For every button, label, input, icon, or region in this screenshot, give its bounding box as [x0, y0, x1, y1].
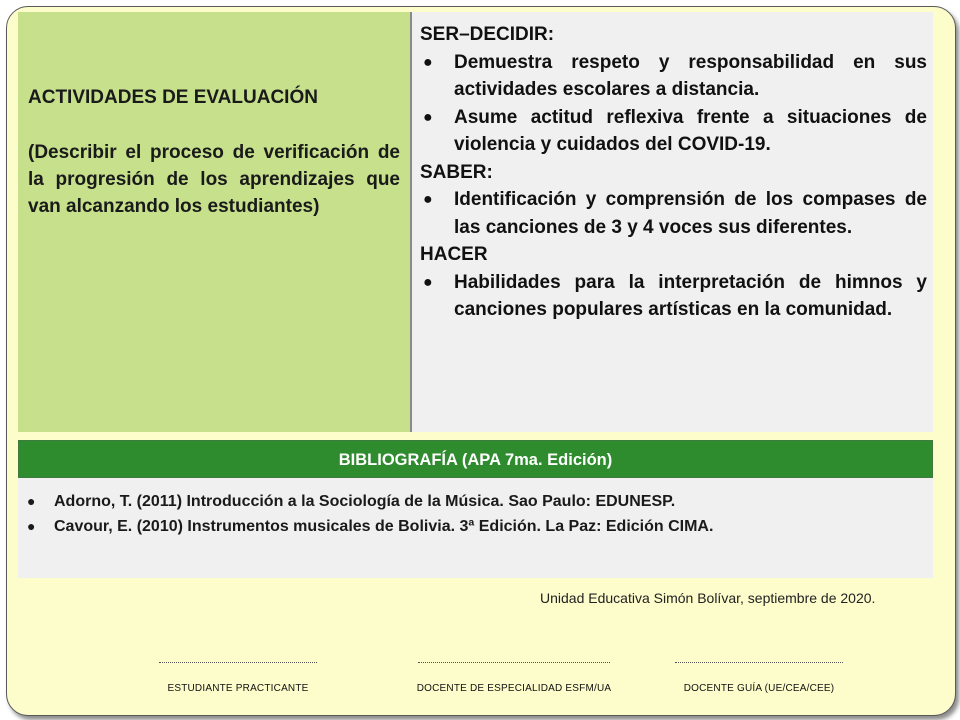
bullet-dot-icon: ● [423, 108, 433, 126]
signature-label: DOCENTE GUÍA (UE/CEA/CEE) [683, 683, 835, 694]
signature-specialty-teacher [400, 662, 628, 694]
section-title-ser-decidir: SER–DECIDIR: [420, 24, 555, 45]
criteria-item-text: Asume actitud reflexiva frente a situaciones de violencia y cuidados del COVID-19. [454, 106, 927, 155]
bibliography-entry [24, 489, 925, 514]
signature-line [418, 662, 610, 663]
signature-student [158, 662, 318, 694]
bullet-dot-icon: ● [423, 191, 433, 208]
signature-label: ESTUDIANTE PRACTICANTE [167, 683, 309, 694]
criteria-item-text: Habilidades para la interpretación de himnos y canciones populares artísticas en la comunidad. [454, 271, 927, 320]
evaluation-label-cell [18, 12, 412, 432]
footer-note: Unidad Educativa Simón Bolívar, septiembre de 2020. [540, 590, 876, 606]
bullet-dot-icon: ● [423, 53, 433, 71]
evaluation-criteria-cell [412, 12, 933, 432]
criteria-item-text: Identificación y comprensión de los compases de las canciones de 3 y 4 voces sus diferentes. [454, 189, 927, 238]
section-title-saber: SABER: [420, 161, 493, 183]
criteria-item [420, 49, 927, 104]
section-title-hacer: HACER [420, 244, 488, 265]
criteria-item [420, 186, 927, 241]
bullet-dot-icon: ● [423, 273, 433, 291]
criteria-item [420, 104, 927, 159]
criteria-item [420, 269, 927, 324]
bullet-dot-icon: ● [27, 493, 36, 509]
signature-label: DOCENTE DE ESPECIALIDAD ESFM/UA [416, 683, 612, 694]
evaluation-table [18, 12, 933, 432]
bibliography-list [18, 478, 933, 578]
signature-guide-teacher [670, 662, 848, 694]
criteria-item-text: Demuestra respeto y responsabilidad en sus actividades escolares a distancia. [454, 51, 927, 100]
bibliography-header: BIBLIOGRAFÍA (APA 7ma. Edición) [18, 440, 933, 478]
bullet-dot-icon: ● [27, 518, 36, 534]
bibliography-entry-text: Cavour, E. (2010) Instrumentos musicales de Bolivia. 3ª Edición. La Paz: Edición CIMA. [54, 518, 714, 535]
evaluation-heading: ACTIVIDADES DE EVALUACIÓN [28, 87, 318, 108]
signature-line [675, 662, 843, 663]
signature-line [159, 662, 317, 663]
evaluation-description: (Describir el proceso de verificación de la progresión de los aprendizajes que van alcanzando los estudiantes) [28, 142, 400, 217]
bibliography-entry [24, 514, 925, 539]
bibliography-entry-text: Adorno, T. (2011) Introducción a la Sociología de la Música. Sao Paulo: EDUNESP. [54, 493, 676, 510]
